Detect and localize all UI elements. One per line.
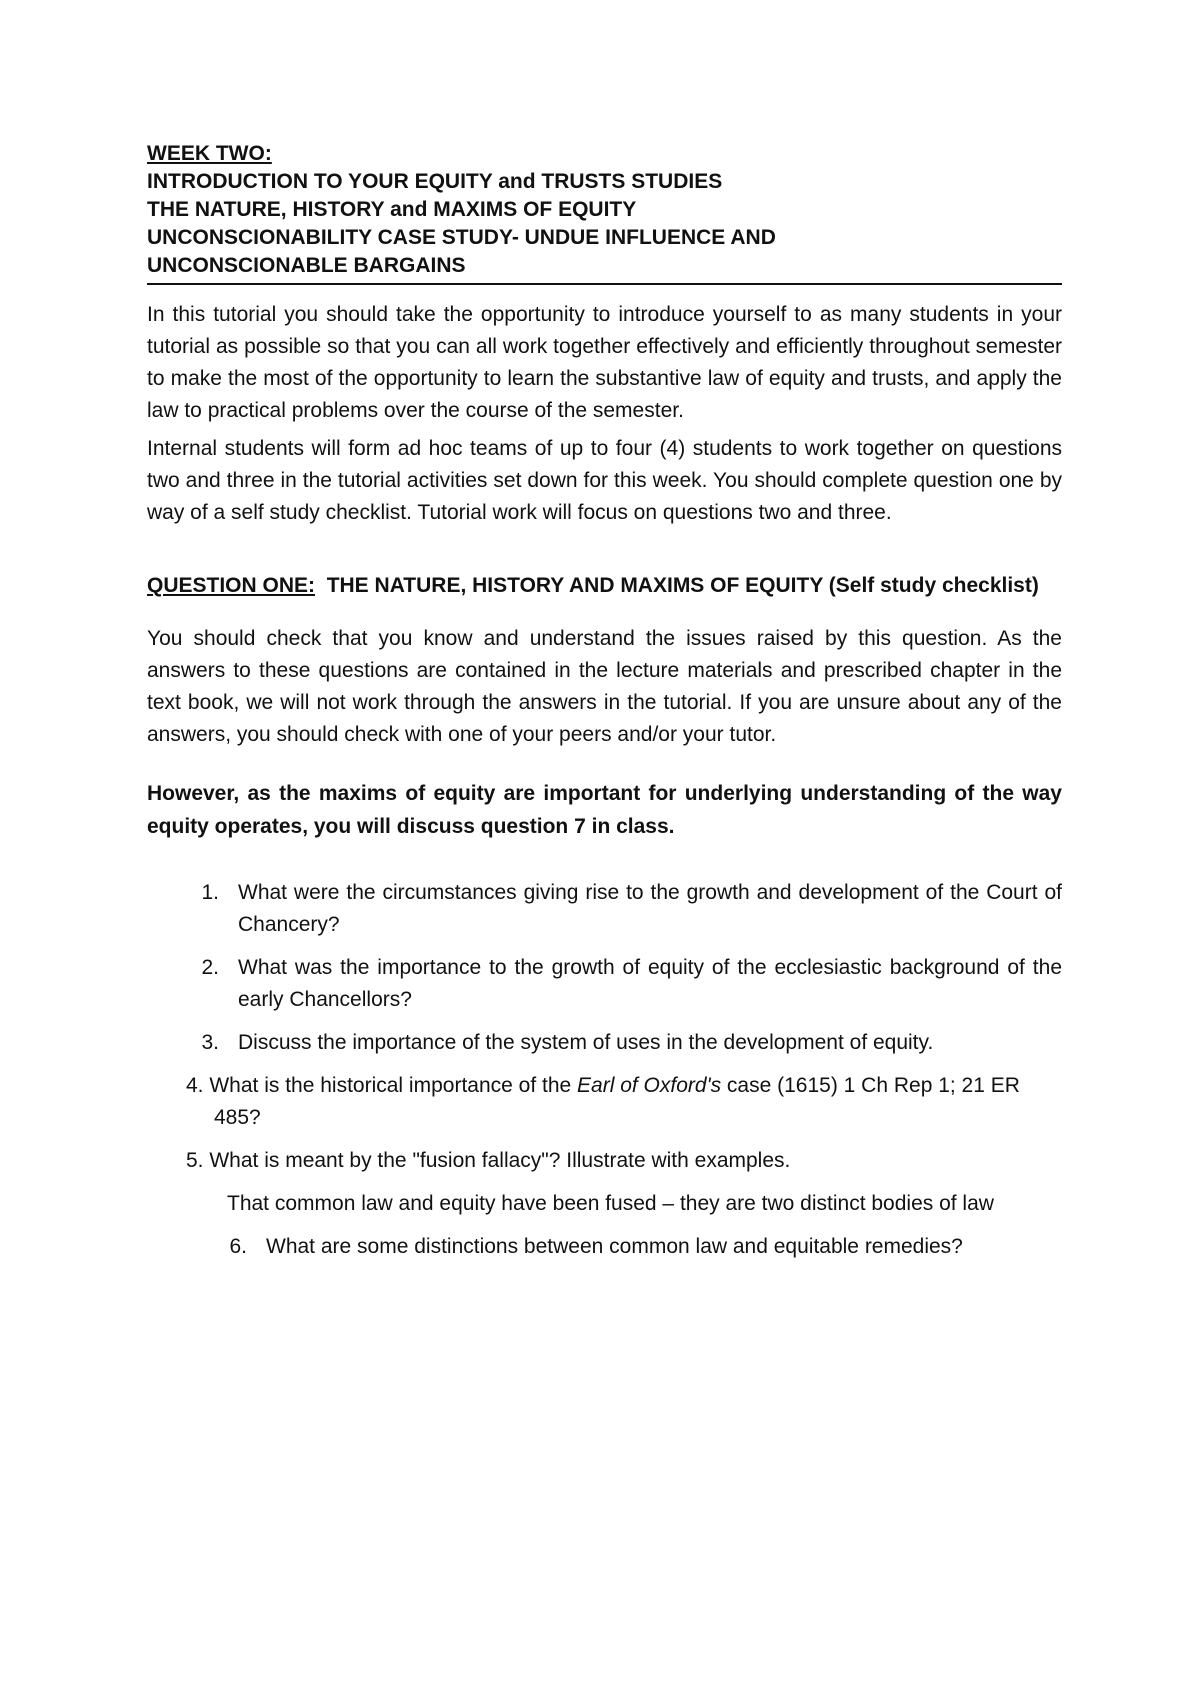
list-item-text-pre: What is the historical importance of the [209, 1074, 578, 1097]
heading-line-4: UNCONSCIONABLE BARGAINS [147, 254, 466, 277]
list-item-text-post: case (1615) 1 Ch Rep 1; 21 ER 485? [214, 1074, 1020, 1129]
list-item [147, 1027, 1062, 1059]
list-item [147, 877, 1062, 941]
list-item-text [186, 1145, 1062, 1177]
week-title: WEEK TWO: [147, 142, 272, 165]
list-item-number: 2. [201, 956, 219, 979]
list-item [147, 1231, 1062, 1263]
intro-paragraph-2: Internal students will form ad hoc teams of up to four (4) students to work together on questions two and three in the tutorial activities set down for this week. You should complete question one by way of a self study checklist. Tutorial work will focus on questions two and three. [147, 437, 1062, 524]
list-item-number: 1. [201, 881, 219, 904]
question-one-instructions: You should check that you know and understand the issues raised by this question. As the answers to these questions are contained in the lecture materials and prescribed chapter in the text book, we will not work through the answers in the tutorial. If you are unsure about any of the answers, you should check with one of your peers and/or your tutor. [147, 627, 1062, 746]
heading-line-2: THE NATURE, HISTORY and MAXIMS OF EQUITY [147, 198, 637, 221]
question-list [147, 877, 1062, 1263]
document-heading [147, 140, 1062, 285]
list-item-number: 4. [186, 1074, 204, 1097]
heading-line-3: UNCONSCIONABILITY CASE STUDY- UNDUE INFLUENCE AND [147, 226, 776, 249]
heading-line-1: INTRODUCTION TO YOUR EQUITY and TRUSTS STUDIES [147, 170, 723, 193]
list-item-text: Discuss the importance of the system of uses in the development of equity. [238, 1031, 934, 1054]
answer-note [147, 1188, 1062, 1220]
list-item-text: What was the importance to the growth of equity of the ecclesiastic background of the early Chancellors? [238, 956, 1062, 1011]
list-item-number: 5. [186, 1149, 204, 1172]
list-item-text: What were the circumstances giving rise to the growth and development of the Court of Chancery? [238, 881, 1062, 936]
question-one-emphasis: However, as the maxims of equity are important for underlying understanding of the way equity operates, you will discuss question 7 in class. [147, 782, 1062, 838]
intro-paragraph-1: In this tutorial you should take the opportunity to introduce yourself to as many students in your tutorial as possible so that you can all work together effectively and efficiently throughout semester to make the most of the opportunity to learn the substantive law of equity and trusts, and apply the law to practical problems over the course of the semester. [147, 303, 1062, 422]
question-one-label: QUESTION ONE: [147, 574, 316, 597]
case-name: Earl of Oxford's [577, 1074, 722, 1097]
document-page [147, 140, 1062, 1274]
list-item-text [186, 1070, 1062, 1134]
list-item [147, 1145, 1062, 1177]
question-one-title [147, 569, 1062, 603]
list-item [147, 1070, 1062, 1134]
list-item-number: 6. [229, 1235, 247, 1258]
list-item-text: What are some distinctions between common law and equitable remedies? [266, 1235, 963, 1258]
question-one-heading: THE NATURE, HISTORY AND MAXIMS OF EQUITY (Self study checklist) [326, 574, 1039, 597]
list-item-number: 3. [201, 1031, 219, 1054]
list-item [147, 952, 1062, 1016]
answer-note-text: That common law and equity have been fused – they are two distinct bodies of law [227, 1192, 994, 1215]
list-item-text-body: What is meant by the "fusion fallacy"? Illustrate with examples. [209, 1149, 791, 1172]
